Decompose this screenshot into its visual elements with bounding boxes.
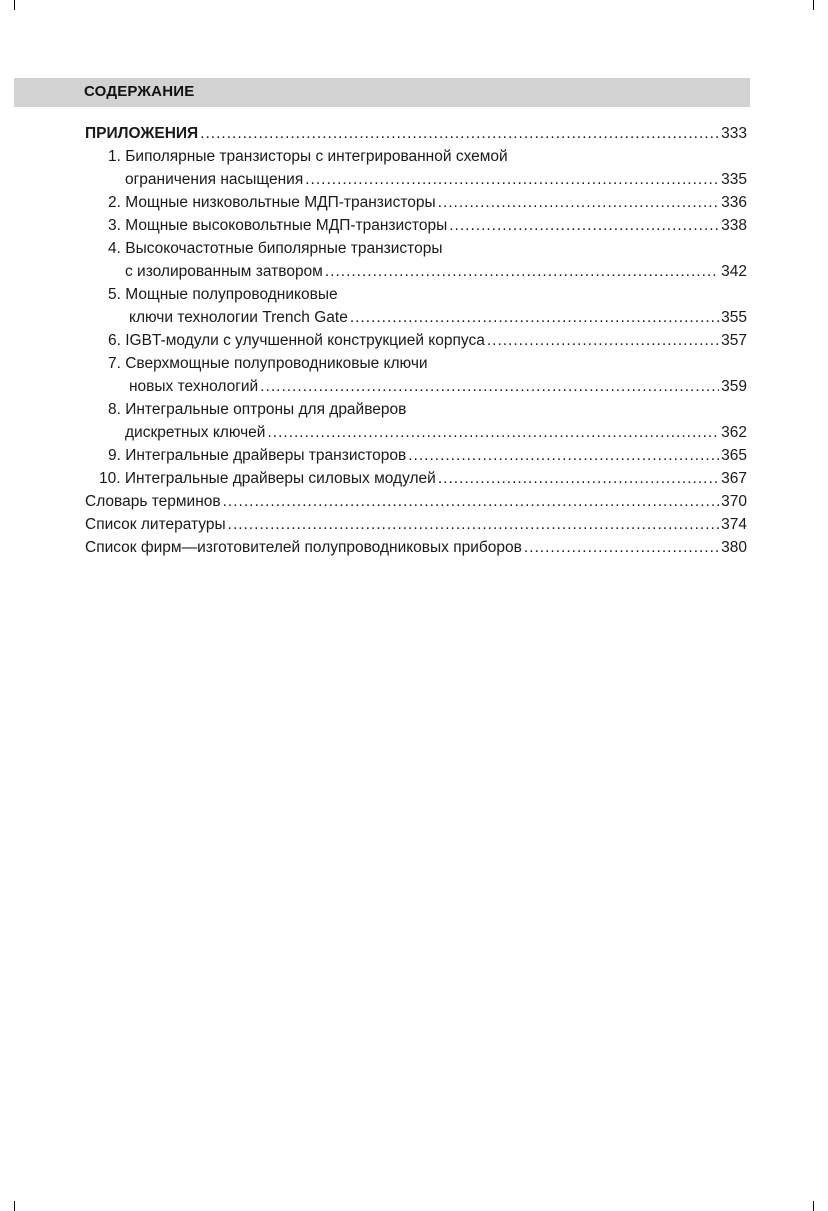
toc-entry-title: 4. Высокочастотные биполярные транзисторы — [108, 240, 443, 257]
toc-entry-5-line2[interactable] — [85, 306, 747, 329]
toc-page-number: 336 — [721, 194, 747, 211]
toc-page-number: 365 — [721, 447, 747, 464]
toc-entry-8-line2[interactable] — [85, 421, 747, 444]
dot-leader — [408, 444, 719, 467]
toc-entry-1-line2[interactable] — [85, 168, 747, 191]
toc-entry-6[interactable] — [85, 329, 747, 352]
toc-entry-title-cont: дискретных ключей — [125, 424, 266, 441]
toc-page-number: 374 — [721, 516, 747, 533]
crop-mark-bottom-right — [813, 1201, 814, 1211]
toc-entry-5-line1[interactable] — [85, 283, 747, 306]
toc-page-number: 380 — [721, 539, 747, 556]
toc-page-number: 367 — [721, 470, 747, 487]
toc-page-number: 355 — [721, 309, 747, 326]
toc-entry-title: 10. Интегральные драйверы силовых модулей — [99, 470, 436, 487]
toc-entry-title: 3. Мощные высоковольтные МДП-транзисторы — [108, 217, 448, 234]
toc-page-number: 357 — [721, 332, 747, 349]
toc-entry-9[interactable] — [85, 444, 747, 467]
crop-mark-top-right — [813, 0, 814, 10]
toc-entry-title: 6. IGBT-модули с улучшенной конструкцией корпуса — [108, 332, 485, 349]
dot-leader — [200, 122, 719, 145]
toc-entry-4-line1[interactable] — [85, 237, 747, 260]
toc-entry-title: Список фирм—изготовителей полупроводниковых приборов — [85, 539, 522, 556]
toc-entry-manufacturers[interactable] — [85, 536, 747, 559]
toc-entry-3[interactable] — [85, 214, 747, 237]
dot-leader — [223, 490, 720, 513]
toc-entry-title: 9. Интегральные драйверы транзисторов — [108, 447, 407, 464]
toc-entry-title: 7. Сверхмощные полупроводниковые ключи — [108, 355, 428, 372]
dot-leader — [325, 260, 719, 283]
toc-entry-title-cont: ключи технологии Trench Gate — [129, 309, 348, 326]
toc-entry-1-line1[interactable] — [85, 145, 747, 168]
toc-page-number: 333 — [721, 125, 747, 142]
dot-leader — [305, 168, 719, 191]
section-header-bar — [14, 78, 750, 107]
toc-page-number: 335 — [721, 171, 747, 188]
page-title: СОДЕРЖАНИЕ — [84, 83, 195, 100]
dot-leader — [350, 306, 719, 329]
toc-entry-title: Словарь терминов — [85, 493, 221, 510]
dot-leader — [524, 536, 719, 559]
toc-entry-7-line1[interactable] — [85, 352, 747, 375]
toc-entry-4-line2[interactable] — [85, 260, 747, 283]
dot-leader — [438, 191, 719, 214]
dot-leader — [267, 421, 719, 444]
toc-entry-title: 1. Биполярные транзисторы с интегрированной схемой — [108, 148, 508, 165]
crop-mark-bottom-left — [14, 1201, 15, 1211]
dot-leader — [260, 375, 719, 398]
toc-entry-7-line2[interactable] — [85, 375, 747, 398]
toc-entry-title-cont: новых технологий — [129, 378, 259, 395]
crop-mark-top-left — [14, 0, 15, 10]
toc-entry-title-cont: с изолированным затвором — [125, 263, 323, 280]
toc-entry-2[interactable] — [85, 191, 747, 214]
dot-leader — [449, 214, 719, 237]
toc-page-number: 338 — [721, 217, 747, 234]
toc-entry-title: 2. Мощные низковольтные МДП-транзисторы — [108, 194, 436, 211]
toc-entry-10[interactable] — [85, 467, 747, 490]
toc-entry-title: ПРИЛОЖЕНИЯ — [85, 125, 199, 142]
toc-page-number: 359 — [721, 378, 747, 395]
toc-entry-8-line1[interactable] — [85, 398, 747, 421]
table-of-contents — [85, 122, 747, 559]
toc-entry-title: 5. Мощные полупроводниковые — [108, 286, 338, 303]
toc-page-number: 370 — [721, 493, 747, 510]
toc-entry-title: 8. Интегральные оптроны для драйверов — [108, 401, 407, 418]
toc-entry-appendix[interactable] — [85, 122, 747, 145]
toc-page-number: 342 — [721, 263, 747, 280]
dot-leader — [228, 513, 719, 536]
toc-entry-literature[interactable] — [85, 513, 747, 536]
toc-entry-glossary[interactable] — [85, 490, 747, 513]
dot-leader — [438, 467, 719, 490]
dot-leader — [487, 329, 719, 352]
toc-entry-title-cont: ограничения насыщения — [125, 171, 304, 188]
toc-entry-title: Список литературы — [85, 516, 226, 533]
toc-page-number: 362 — [721, 424, 747, 441]
